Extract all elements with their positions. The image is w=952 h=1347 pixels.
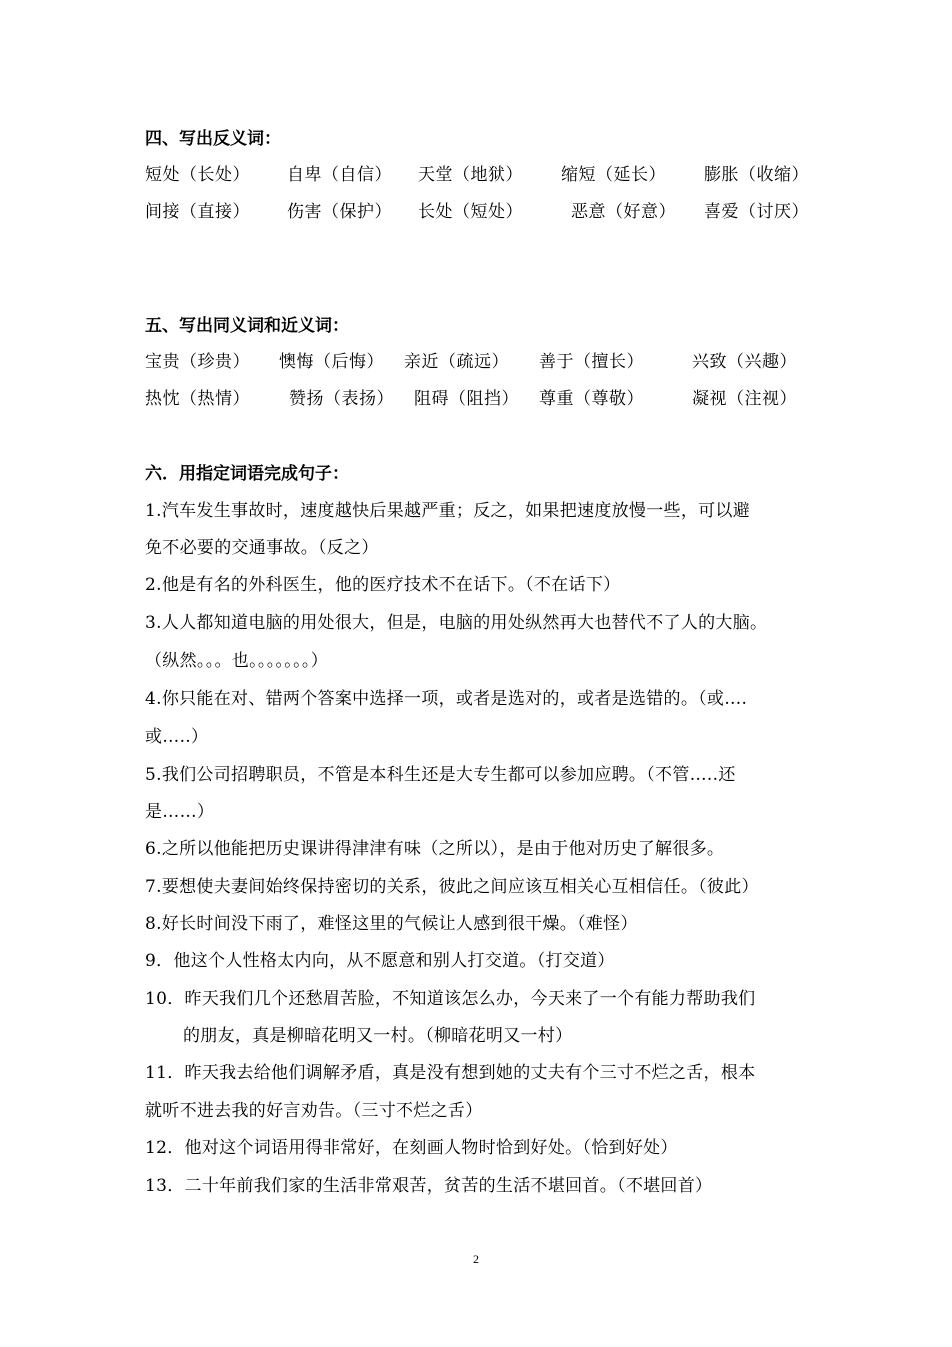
antonym-pair: 喜爱（讨厌）: [704, 202, 809, 222]
sentence-line: 免不必要的交通事故。（反之）: [145, 538, 379, 558]
synonym-pair: 热忱（热情）: [145, 389, 250, 409]
sentence-line: 11．昨天我去给他们调解矛盾，真是没有想到她的丈夫有个三寸不烂之舌，根本: [145, 1063, 756, 1083]
antonym-pair: 间接（直接）: [145, 202, 250, 222]
sentence-line: 是……）: [145, 802, 215, 822]
antonym-pair: 膨胀（收缩）: [704, 165, 809, 185]
sentence-line: 7.要想使夫妻间始终保持密切的关系，彼此之间应该互相关心互相信任。（彼此）: [145, 877, 759, 897]
sentence-line: 5.我们公司招聘职员，不管是本科生还是大专生都可以参加应聘。（不管…..还: [145, 765, 736, 785]
antonym-pair: 恶意（好意）: [571, 202, 676, 222]
synonym-pair: 赞扬（表扬）: [289, 389, 394, 409]
sentence-line: 4.你只能在对、错两个答案中选择一项，或者是选对的，或者是选错的。（或….: [145, 689, 748, 709]
synonyms-row-1: [0, 347, 952, 371]
sentence-line: 3.人人都知道电脑的用处很大，但是，电脑的用处纵然再大也替代不了人的大脑。: [145, 613, 768, 633]
synonym-pair: 懊悔（后悔）: [279, 352, 384, 372]
antonym-pair: 缩短（延长）: [561, 165, 666, 185]
antonym-pair: 天堂（地狱）: [418, 165, 523, 185]
sentence-line: 6.之所以他能把历史课讲得津津有味（之所以），是由于他对历史了解很多。: [145, 839, 725, 859]
sentence-line: 或…..）: [145, 727, 209, 747]
antonyms-row-1: [0, 160, 952, 184]
synonym-pair: 善于（擅长）: [539, 352, 644, 372]
antonym-pair: 短处（长处）: [145, 165, 250, 185]
sentence-line: 2.他是有名的外科医生，他的医疗技术不在话下。（不在话下）: [145, 575, 621, 595]
page-number: 2: [473, 1252, 479, 1266]
antonym-pair: 伤害（保护）: [287, 202, 392, 222]
sentence-line: 12．他对这个词语用得非常好，在刻画人物时恰到好处。（恰到好处）: [145, 1138, 678, 1158]
sentence-line: 8.好长时间没下雨了，难怪这里的气候让人感到很干燥。（难怪）: [145, 914, 638, 934]
antonyms-heading: 四、写出反义词：: [145, 129, 281, 149]
synonym-pair: 尊重（尊敬）: [539, 389, 644, 409]
synonyms-heading: 五、写出同义词和近义词：: [145, 316, 349, 336]
synonym-pair: 兴致（兴趣）: [692, 352, 797, 372]
sentence-line: 就听不进去我的好言劝告。（三寸不烂之舌）: [145, 1101, 483, 1121]
sentence-line: 13．二十年前我们家的生活非常艰苦，贫苦的生活不堪回首。（不堪回首）: [145, 1176, 713, 1196]
antonyms-row-2: [0, 197, 952, 221]
sentence-line: 9．他这个人性格太内向，从不愿意和别人打交道。（打交道）: [145, 951, 615, 971]
synonym-pair: 亲近（疏远）: [404, 352, 509, 372]
synonym-pair: 凝视（注视）: [692, 389, 797, 409]
sentence-line: 的朋友，真是柳暗花明又一村。（柳暗花明又一村）: [183, 1026, 573, 1046]
antonym-pair: 长处（短处）: [418, 202, 523, 222]
sentence-line: 10．昨天我们几个还愁眉苦脸，不知道该怎么办，今天来了一个有能力帮助我们: [145, 989, 756, 1009]
sentence-line: 1.汽车发生事故时，速度越快后果越严重；反之，如果把速度放慢一些，可以避: [145, 501, 751, 521]
synonyms-row-2: [0, 384, 952, 408]
synonym-pair: 阻碍（阻挡）: [414, 389, 519, 409]
antonym-pair: 自卑（自信）: [287, 165, 392, 185]
sentence-line: （纵然。。。也。。。。。。。）: [145, 651, 328, 671]
synonym-pair: 宝贵（珍贵）: [145, 352, 250, 372]
sentences-heading: 六．用指定词语完成句子：: [145, 464, 349, 484]
